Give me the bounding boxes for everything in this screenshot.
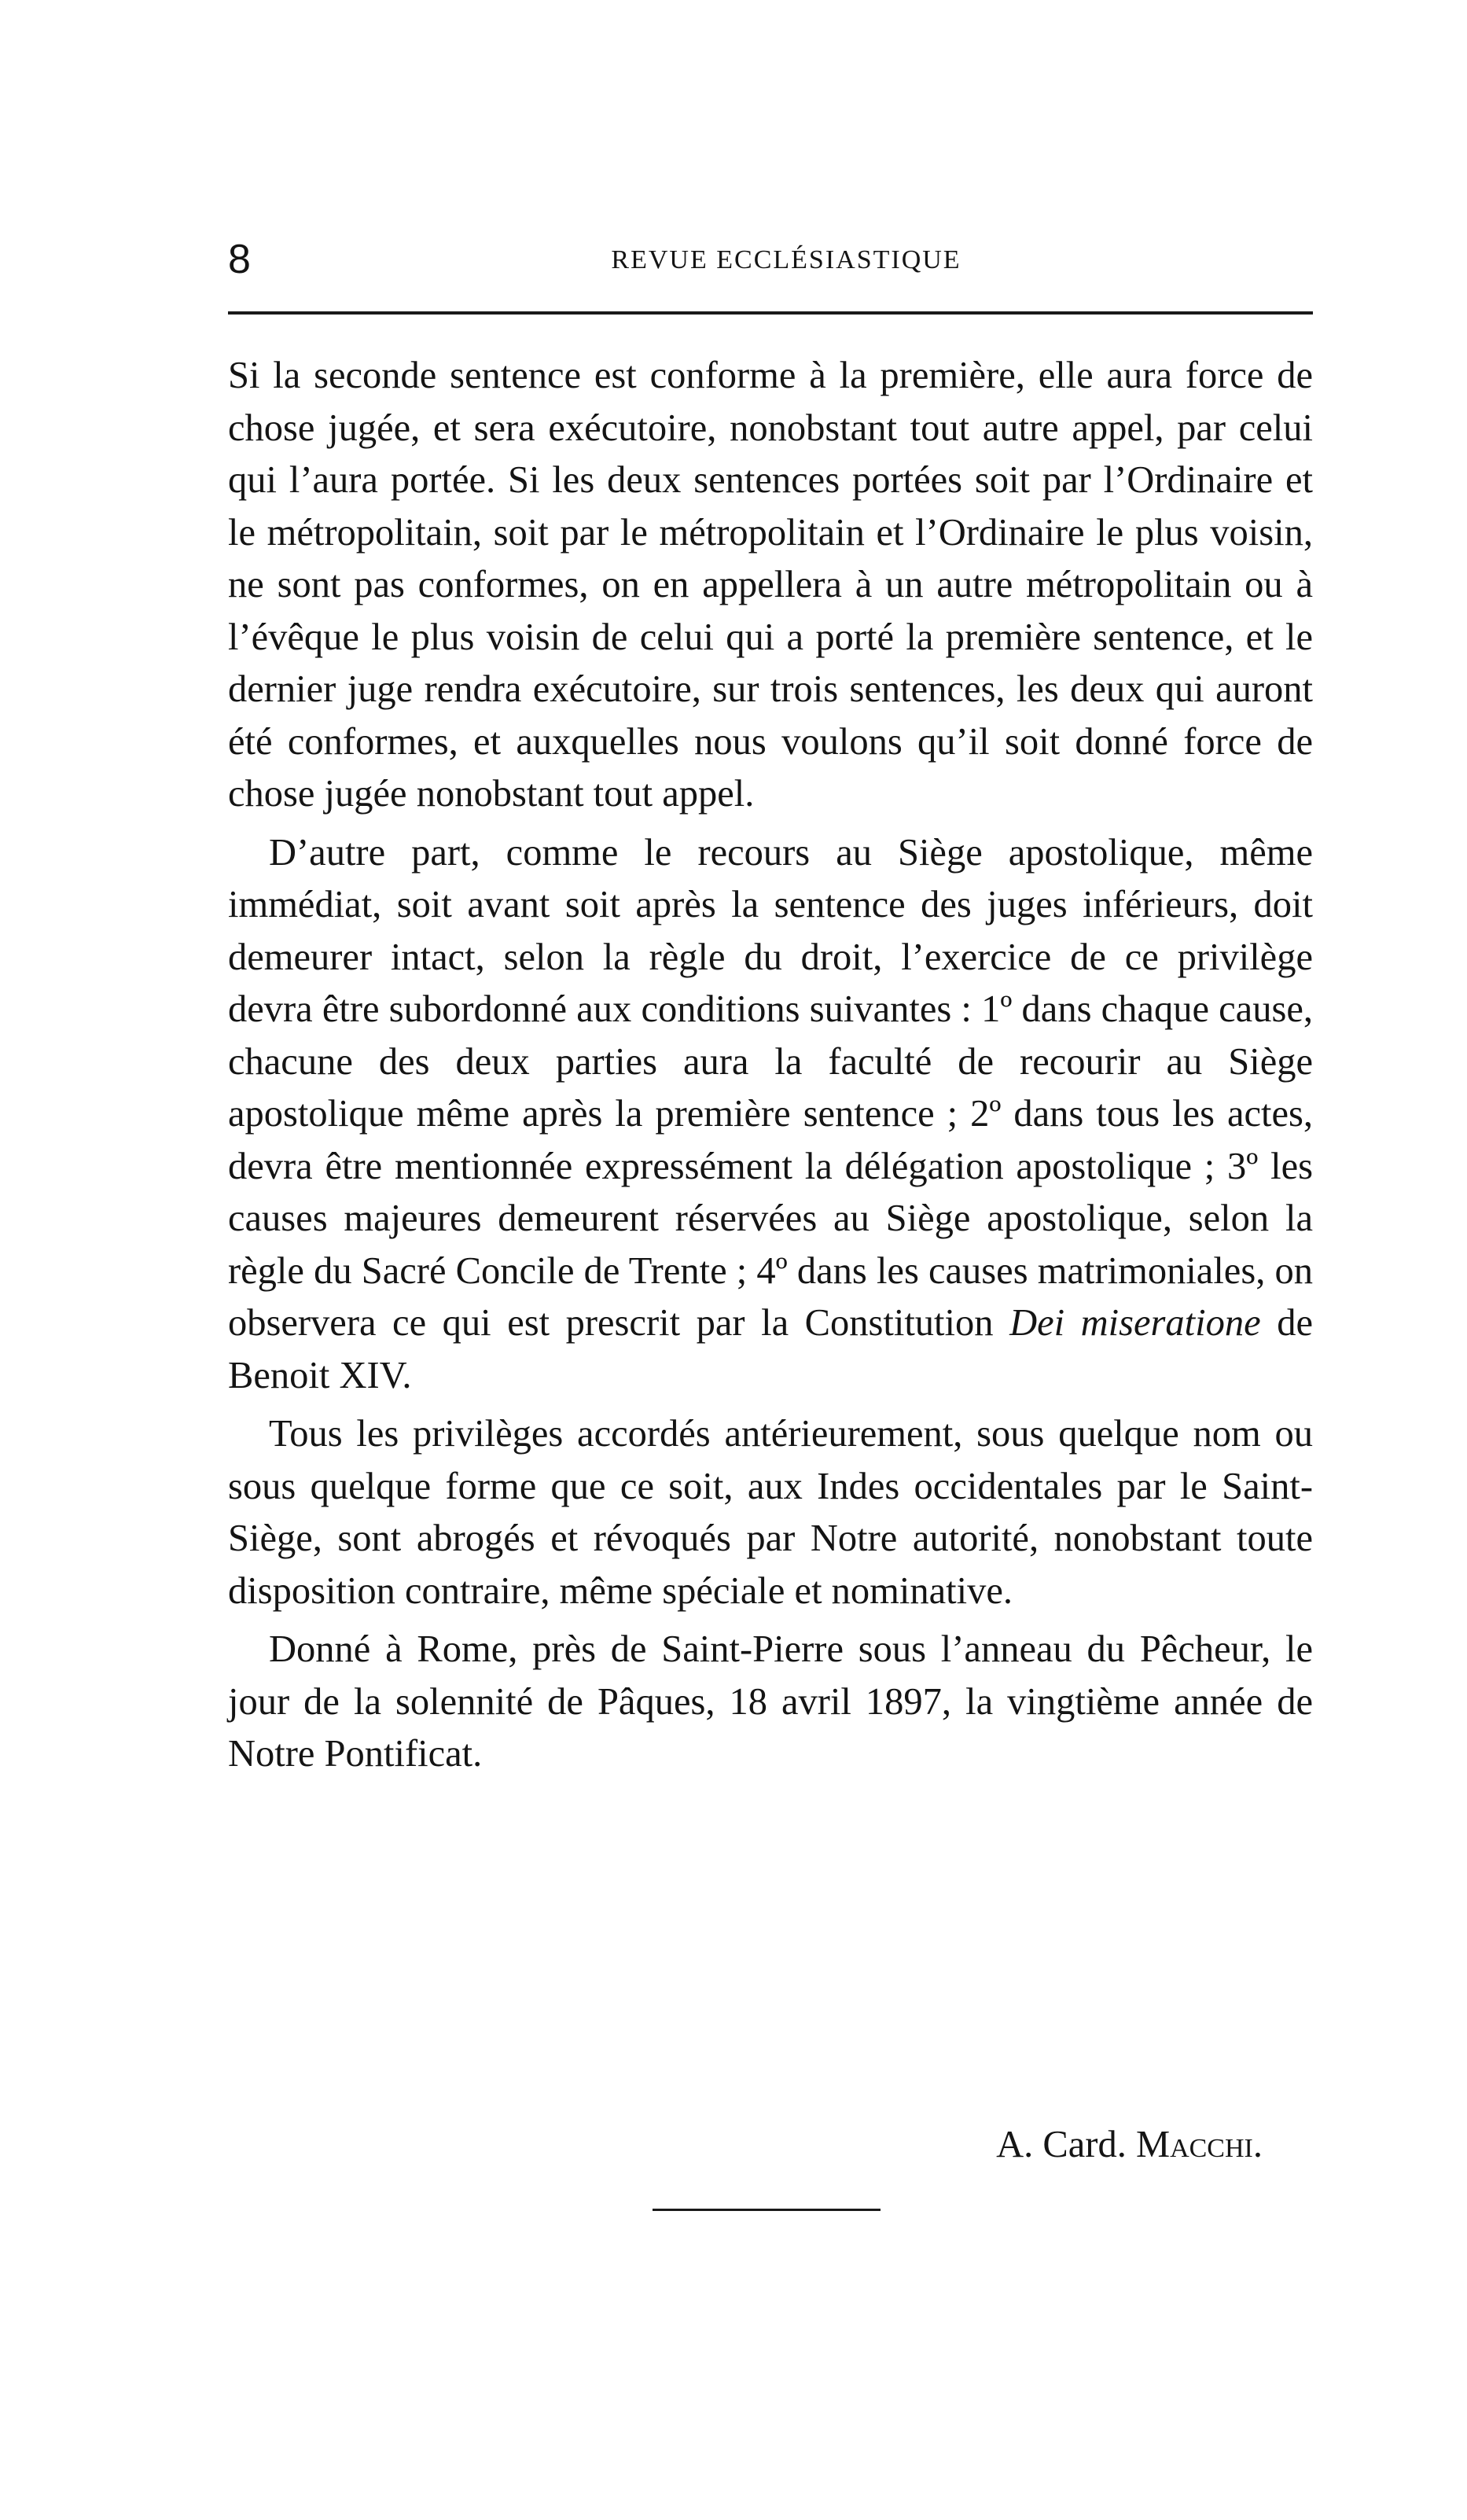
paragraph-1: Si la seconde sentence est conforme à la première, elle aura force de chose jugée, et sera exécutoire, nonobstant tout autre appel, par celui qui l’aura portée. Si les deux sentences portées soit par l’Ordinaire et le métropolitain, soit par le métropolitain et l’Ordinaire le plus voisin, ne sont pas conformes, on en appellera à un autre métropolitain ou à l’évêque le plus voisin de celui qui a porté la première sentence, et le dernier juge rendra exécutoire, sur trois sentences, les deux qui auront été conformes, et auxquelles nous voulons qu’il soit donné force de chose jugée nonobstant tout appel. — [228, 355, 1313, 815]
running-title: REVUE ECCLÉSIASTIQUE — [611, 245, 961, 274]
paragraph-3: Tous les privilèges accordés antérieurement, sous quelque nom ou sous quelque forme que ce soit, aux Indes occidentales par le Saint-Siège, sont abrogés et révoqués par Notre autorité, nonobstant toute disposition contraire, même spéciale et nominative. — [228, 1413, 1313, 1612]
signature — [996, 2119, 1263, 2171]
paragraph-2 — [228, 827, 1313, 1403]
body-text — [228, 350, 1313, 1787]
paragraph-2-text: D’autre part, comme le recours au Siège apostolique, même immédiat, soit avant soit après la sentence des juges inférieurs, doit demeurer intact, selon la règle du droit, l’exercice de ce privilège devra être subordonné aux conditions suivantes : 1º dans chaque cause, chacune des deux parties aura la faculté de recourir au Siège apostolique même après la première sentence ; 2º dans tous les actes, devra être mentionnée expressément la délégation apostolique ; 3º les causes majeures demeurent réservées au Siège apostolique, selon la règle du Sacré Concile de Trente ; 4º dans les causes matrimoniales, on observera ce qui est prescrit par la Constitution — [228, 831, 1313, 1344]
signature-name: Macchi. — [1135, 2124, 1263, 2165]
page-number: 8 — [228, 237, 251, 282]
closing-rule — [653, 2209, 881, 2211]
italic-title: Dei miseratione — [1009, 1302, 1261, 1344]
header-rule — [228, 311, 1313, 315]
paragraph-2-end: de Benoit XIV. — [228, 1302, 1314, 1396]
paragraph-4: Donné à Rome, près de Saint-Pierre sous l’anneau du Pêcheur, le jour de la solennité de Pâques, 18 avril 1897, la vingtième année de Notre Pontificat. — [228, 1628, 1313, 1775]
page-header — [228, 236, 1313, 283]
signature-prefix: A. Card. — [996, 2124, 1127, 2165]
